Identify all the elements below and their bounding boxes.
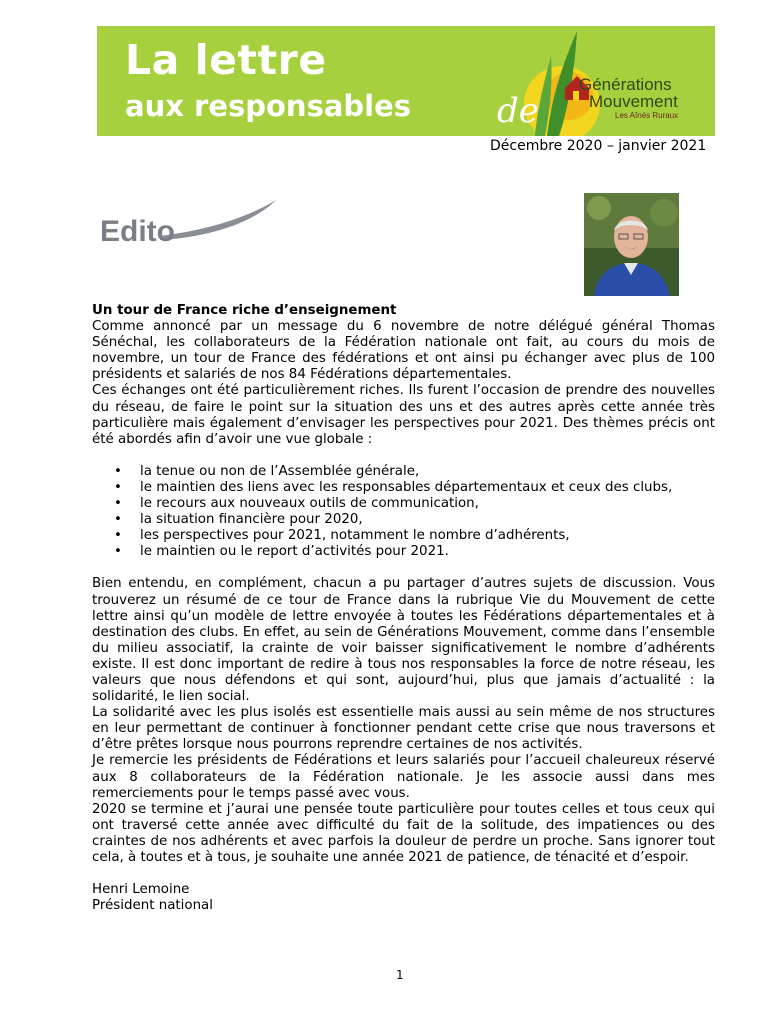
signature-name: Henri Lemoine (92, 882, 190, 898)
list-item: • le maintien des liens avec les responsables départementaux et ceux des clubs, (114, 479, 673, 495)
list-item: • la tenue ou non de l’Assemblée générale, (114, 463, 420, 479)
article-heading: Un tour de France riche d’enseignement (92, 303, 397, 318)
list-item-text: la situation financière pour 2020, (140, 512, 363, 528)
article-body (92, 303, 715, 914)
list-item-text: la tenue ou non de l’Assemblée générale, (140, 463, 420, 479)
signature-title: Président national (92, 898, 213, 914)
page-number: 1 (396, 968, 404, 982)
list-item-text: le recours aux nouveaux outils de communication, (140, 496, 479, 512)
list-item-text: le maintien ou le report d’activités pour 2021. (140, 544, 449, 560)
header-banner (97, 26, 715, 136)
list-item: • le recours aux nouveaux outils de communication, (114, 496, 479, 512)
paragraph-3: Bien entendu, en complément, chacun a pu partager d’autres sujets de discussion. Vous trouverez un résumé de ce tour de France dans la rubrique Vie du Mouvement de cette lettre ainsi qu’un modèle de lettre envoyée à toutes les Fédérations départementales et à destination des clubs. En effet, au sein de Générations Mouvement, comme dans l’ensemble du milieu associatif, la crainte de voir baisser significativement le nombre d’adhérents existe. Il est donc important de redire à tous nos responsables la force de notre réseau, les valeurs que nous défendons et qui sont, aujourd’hui, plus que jamais d’actualité : la solidarité, le lien social. (92, 576, 715, 705)
list-item-text: les perspectives pour 2021, notamment le nombre d’adhérents, (140, 528, 570, 544)
portrait-icon (584, 193, 679, 296)
edito-logo-text: Edito (100, 215, 175, 248)
banner-de-word: de (497, 91, 539, 131)
spacer (92, 866, 715, 882)
paragraph-1: Comme annoncé par un message du 6 novembre de notre délégué général Thomas Sénéchal, les collaborateurs de la Fédération nationale ont fait, au cours du mois de novembre, un tour de France des fédérations et ont ainsi pu échanger avec plus de 100 présidents et salariés de nos 84 Fédérations départementales. (92, 319, 715, 383)
list-item: • les perspectives pour 2021, notamment le nombre d’adhérents, (114, 528, 570, 544)
logo-text-generations: Générations (579, 75, 672, 94)
list-item-text: le maintien des liens avec les responsables départementaux et ceux des clubs, (140, 479, 673, 495)
logo-text-mouvement: Mouvement (589, 92, 678, 111)
edito-logo (100, 196, 280, 256)
banner-title-line1: La lettre (125, 36, 327, 84)
logo-text-aines-ruraux: Les Aînés Ruraux (615, 111, 679, 120)
banner-title-line2: aux responsables (125, 89, 412, 123)
list-item: • le maintien ou le report d’activités pour 2021. (114, 544, 449, 560)
paragraph-2: Ces échanges ont été particulièrement riches. Ils furent l’occasion de prendre des nouvelles du réseau, de faire le point sur la situation des uns et des autres après cette année très particulière mais également d’envisager les perspectives pour 2021. Des thèmes précis ont été abordés afin d’avoir une vue globale : (92, 383, 715, 447)
president-photo (584, 193, 679, 296)
themes-list (92, 464, 715, 561)
paragraph-4: La solidarité avec les plus isolés est essentielle mais aussi au sein même de nos structures en leur permettant de continuer à fonctionner pendant cette crise que nous traversons et d’être prêtes lorsque nous pourrons reprendre certaines de nos activités. (92, 705, 715, 753)
list-item: • la situation financière pour 2020, (114, 512, 363, 528)
edito-swoosh-icon (100, 196, 280, 256)
issue-date: Décembre 2020 – janvier 2021 (490, 138, 707, 154)
paragraph-5: Je remercie les présidents de Fédérations et leurs salariés pour l’accueil chaleureux réservé aux 8 collaborateurs de la Fédération nationale. Je les associe aussi dans mes remerciements pour le temps passé avec vous. (92, 753, 715, 801)
paragraph-6: 2020 se termine et j’aurai une pensée toute particulière pour toutes celles et tous ceux qui ont traversé cette année avec difficulté du fait de la solitude, des impatiences ou des craintes de nos adhérents et avec parfois la douleur de perdre un proche. Sans ignorer tout cela, à toutes et à tous, je souhaite une année 2021 de patience, de ténacité et d’espoir. (92, 801, 715, 865)
